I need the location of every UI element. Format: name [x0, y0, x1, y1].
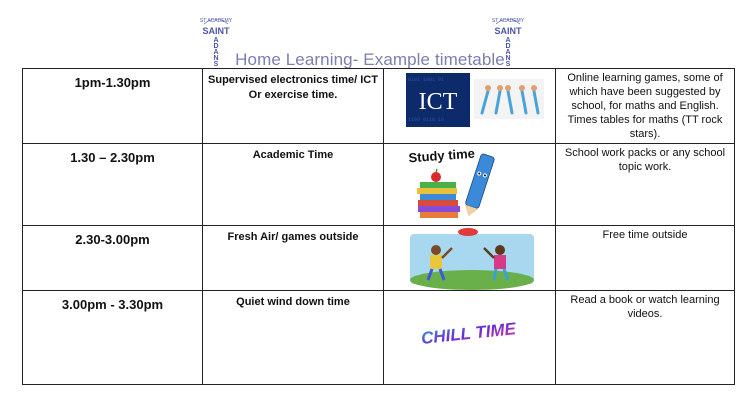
ict-exercise-image [384, 69, 555, 131]
table-row [23, 144, 735, 226]
study-time-label: Study time [408, 145, 476, 166]
chill-time-image [384, 291, 555, 380]
timetable [22, 68, 735, 385]
ict-label: ICT [418, 89, 458, 115]
svg-text:SAINT: SAINT [494, 26, 522, 36]
activity-cell [203, 226, 384, 291]
image-cell [384, 226, 556, 291]
table-row [23, 291, 735, 385]
time-text: 1.30 – 2.30pm [70, 150, 155, 165]
study-time-image [384, 144, 555, 221]
image-cell [384, 69, 556, 144]
svg-text:S: S [505, 61, 511, 68]
svg-text:D: D [505, 43, 511, 50]
description-text: Free time outside [602, 229, 688, 241]
image-cell [384, 291, 556, 385]
chill-time-label: CHILL TIME [420, 319, 517, 348]
activity-cell [203, 69, 384, 144]
svg-text:S: S [213, 61, 219, 68]
time-cell [23, 144, 203, 226]
description-cell [556, 291, 735, 385]
description-text: School work packs or any school topic work. [564, 147, 726, 173]
description-text: Read a book or watch learning videos. [570, 294, 720, 320]
svg-text:0101 1001 01: 0101 1001 01 [408, 77, 445, 83]
description-cell [556, 226, 735, 291]
svg-text:A: A [505, 49, 511, 56]
activity-cell [203, 144, 384, 226]
svg-text:A: A [505, 37, 511, 44]
description-text: Online learning games, some of which have been suggested by school, for maths and English. Times tables for maths (TT rock stars). [567, 72, 723, 140]
table-row [23, 69, 735, 144]
time-cell [23, 291, 203, 385]
time-text: 2.30-3.00pm [75, 232, 150, 247]
svg-text:A: A [213, 49, 219, 56]
svg-text:1100 0110 10: 1100 0110 10 [408, 117, 445, 123]
svg-text:D: D [213, 43, 219, 50]
description-cell [556, 144, 735, 226]
svg-text:N: N [505, 55, 511, 62]
image-cell [384, 144, 556, 226]
time-text: 1pm-1.30pm [74, 75, 151, 90]
description-cell [556, 69, 735, 144]
svg-text:ST ACADEMY: ST ACADEMY [491, 18, 525, 24]
svg-text:N: N [213, 55, 219, 62]
activity-text: Supervised electronics time/ ICT Or exercise time. [208, 74, 378, 101]
logo-saint-text: SAINT [202, 26, 230, 36]
activity-text: Fresh Air/ games outside [227, 231, 359, 243]
time-cell [23, 69, 203, 144]
table-row [23, 226, 735, 291]
time-cell [23, 226, 203, 291]
text-cursor [22, 371, 23, 383]
activity-text: Quiet wind down time [236, 296, 350, 308]
outdoor-play-image [384, 226, 555, 286]
activity-cell [203, 291, 384, 385]
time-text: 3.00pm - 3.30pm [61, 297, 164, 312]
page-title: Home Learning- Example timetable [235, 50, 505, 69]
logo-arc-text: ST ACADEMY [199, 18, 233, 24]
activity-text: Academic Time [252, 149, 334, 161]
svg-text:A: A [213, 37, 219, 44]
